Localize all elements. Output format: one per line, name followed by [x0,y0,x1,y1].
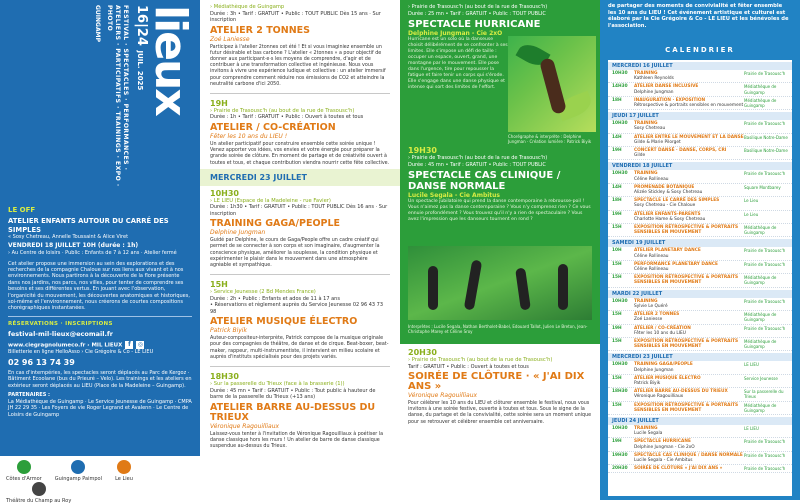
calendar-event-title: TRAINING [634,171,658,177]
calendar-row [608,197,792,210]
calendar-place: Sur la passerelle du Trieux [744,389,784,400]
calendar-place: Prairie de Trasousc'h [744,325,786,331]
calendar-event-title: ATELIER PLANETARY DANCE [634,248,701,254]
calendar-table [608,60,792,496]
ticket-info: Billetterie en ligne HelloAsso › Cie Grégoire & Co - LE LIEU [8,349,154,356]
calendar-day-heading: MARDI 22 JUILLET [608,290,792,298]
calendar-place: Le Lieu [744,211,759,217]
event-title: ATELIER 2 TONNES [210,24,310,36]
event-time: 19H [210,98,228,108]
event-author: Delphine Jungman [210,229,266,237]
festival-dates: 16|24 [134,5,149,46]
off-when: VENDREDI 18 JUILLET 10H (durée : 1h) [8,241,139,249]
event-description: Auteur-compositeur-interprète, Patrick compose de la musique originale pour des compagnies de théâtre, de danse et de cirque. Beat-boxer, beat-maker, rappeur, multi-instrumentiste, il intervient en milieu scolaire et auprès d'instituts spécialisés pour des projets variés. [210,336,389,360]
calendar-event-artist: Zoé Laniesse [634,317,663,323]
calendar-time: 18H [612,198,622,204]
calendar-time: 10H30 [612,425,628,431]
event-meta: Durée : 45 mn • Tarif : GRATUIT • Public : Tout public à hauteur de barre de la passerelle du Trieux (+13 ans) [210,387,376,401]
calendar-event-title: TRAINING [634,71,658,76]
calendar-event [634,135,744,145]
calendar-event [634,339,744,349]
contact-website[interactable]: www.ciegragnolumeco.fr › MIL LIEUX f ◎ [8,340,144,349]
calendar-event-artist: Lucile Segala [634,431,663,437]
calendar-time: 10H30 [612,298,628,304]
calendar-event-artist: Sosy Chetreau [634,126,666,132]
calendar-heading: CALENDRIER [665,46,735,54]
calendar-event-artist: Céline Rollineau [634,176,669,182]
calendar-place: Prairie de Trasousc'h [744,71,786,76]
calendar-time: 10H [612,248,622,254]
calendar-event-artist: Delphine Jungman - Cie 2xO [634,444,695,450]
calendar-place: Prairie de Trasousc'h [744,171,786,177]
event-place: › Sur la passerelle du Trieux (face à la brasserie (1)) [210,381,345,388]
calendar-event-title: ATELIER DANSE INCLUSIVE [634,84,699,90]
festival-city: GUINGAMP [94,5,101,42]
calendar-event [634,376,744,386]
calendar-event [634,275,744,285]
event-title: ATELIER / CO-CRÉATION [210,121,336,133]
off-title: ATELIER ENFANTS AUTOUR DU CARRÉ DES SIMPLES [8,217,169,234]
calendar-event-title: ATELIER BARRE AU-DESSUS DU TRIEUX [634,389,728,395]
calendar-place: Médiathèque de Guingamp [744,225,777,236]
calendar-event-title: ATELIER MUSIQUE ÉLECTRO [634,375,701,381]
calendar-row [608,247,792,260]
calendar-row [608,224,792,237]
hurricane-photo [508,36,596,132]
calendar-event-artist: Delphine Jungman [634,367,674,373]
calendar-event [634,439,744,449]
event-author: Patrick Biyik [210,327,247,335]
event-description: Participez à l'atelier 2tonnes cet été ! Et si vous imaginiez ensemble un futur désirable et bas carbone ? L'atelier « 2tonnes » a pour objectif de donner aux participant·e·s les moyens de comprendre, d'agir et de contribuer à une transformation collective et ingénieuse. Nous vous invitons à vivre une expérience ludique et collective : un atelier immersif pour comprendre comment réduire nos émissions de CO2 et atteindre la neutralité carbone d'ici 2050. [210,44,386,87]
calendar-time: 19H [612,325,622,331]
calendar-event-title: TRAINING GAGA/PEOPLE [634,362,693,368]
event-meta: Durée : 3h • Tarif : GRATUIT • Public : TOUT PUBLIC Dès 15 ans · Sur inscription [210,10,381,23]
calendar-row [608,425,792,438]
event-meta: Durée : 1h • Tarif : GRATUIT • Public : Ouvert à toutes et tous [210,114,364,121]
calendar-place: Médiathèque de Guingamp [744,338,777,350]
calendar-event-title: SPECTACLE HURRICANE [634,439,691,445]
contact-phone: 02 96 13 74 39 [8,357,75,367]
calendar-day-heading: MERCREDI 16 JUILLET [608,62,792,70]
calendar-event [634,121,744,131]
calendar-time: 15H [612,338,622,344]
partners-label: PARTENAIRES : [8,392,51,399]
calendar-place: Service Jeunesse [744,375,778,381]
event-description: Un atelier participatif pour construire ensemble cette soirée unique ! Venez apporter vos idées, vos envies et votre énergie pour préparer la grande soirée de clôture. En moment de partage et de créativité ouvert à toutes et tous, et chaque contribution viendra nourrir cette fête collective. [210,141,390,166]
event-title: TRAINING GAGA/PEOPLE [210,218,341,230]
calendar-time: 15H [612,275,622,281]
closing-event [400,344,600,500]
calendar-time: 10H30 [612,121,628,127]
calendar-time: 14H [612,184,622,190]
event-time: 15H [210,280,228,290]
calendar-place: Médiathèque de Guingamp [744,97,777,109]
calendar-place: Médiathèque de Guingamp [744,84,777,95]
calendar-event-title: ATELIER ENFANTS-PARENTS [634,211,701,217]
calendar-event [634,426,744,436]
calendar-event [634,453,744,463]
calendar-time: 10H30 [612,71,628,76]
calendar-row [608,338,792,351]
calendar-event-title: SOIRÉE DE CLÔTURE « J'AI DIX ANS » [634,466,723,472]
facebook-icon[interactable]: f [125,341,133,349]
calendar-event-title: EXPOSITION RÉTROSPECTIVE & PORTRAITS SENSIBLES EN MOUVEMENT [634,402,739,413]
calendar-place: Basilique Notre-Dame [744,148,788,154]
cas-clinique-caption: Interprètes : Lucile Segala, Nathan Bertholet-Babel, Edouard Tallot, Julien Le Breton, Jean-Christophe Marey et Céline Sroy [408,324,588,334]
calendar-time: 18H30 [612,389,628,395]
calendar-event-title: EXPOSITION RÉTROSPECTIVE & PORTRAITS SENSIBLES EN MOUVEMENT [634,338,739,350]
cover [0,0,200,200]
calendar-time: 15H [612,261,622,267]
calendar-place: Prairie de Trasousc'h [744,466,786,472]
calendar-event-title: PROMENADE BOTANIQUE [634,184,695,190]
event-meta: Durée : 1h30 • Tarif : GRATUIT • Public : TOUT PUBLIC Dès 16 ans · Sur inscription [210,204,388,217]
calendar-place: Prairie de Trasousc'h [744,248,786,254]
calendar-event [634,326,744,336]
logo-theatre: Théâtre du Champ au Roy [6,482,71,504]
calendar-event-title: ATELIER ENTRE LE MOUVEMENT ET LA DANSE [634,134,744,140]
event-description: Hurricane est un solo où la danseuse choisit délibérément de se confronter à ses limites. Elle s'impose un défi de taille : occuper un espace, ouvert, grand, une montagne par le mouvement. Elle pose dans l'urgence, tire pour repousser la fatigue et faire tenir un corps qui s'érode. Elle s'engage dans une danse physique et intense qui sort des limites de l'effort. [408,37,508,90]
calendar-event-title: SPECTACLE LE CARRÉ DES SIMPLES [634,198,720,204]
calendar-row [608,361,792,374]
calendar-time: 19H [612,148,622,154]
calendar-event [634,362,744,372]
calendar-row [608,97,792,110]
calendar-event-artist: Alizée Stickley & Sosy Chetreau [634,190,703,196]
instagram-icon[interactable]: ◎ [137,340,144,348]
calendar-place: Médiathèque de Guingamp [744,402,777,413]
reservations-label: RÉSERVATIONS · INSCRIPTIONS [8,320,113,327]
logo-le-lieu: Le Lieu [115,460,133,482]
calendar-event-title: TRAINING [634,298,658,304]
calendar-time: 15H [612,402,622,408]
calendar-event-artist: Delphine Jungman [634,89,674,95]
calendar-place: Prairie de Trasousc'h [744,261,786,267]
event-author: Delphine Jungman - Cie 2xO [408,30,503,37]
calendar-row [608,452,792,465]
calendar-row [608,402,792,415]
cover-panel [0,0,200,504]
calendar-time: 15H [612,375,622,381]
program-panel-2 [200,0,400,500]
calendar-event [634,148,744,158]
calendar-event-artist: Fêter les 10 ans du LIEU [634,330,686,336]
cas-clinique-photo [408,246,592,320]
calendar-event-title: EXPOSITION RÉTROSPECTIVE & PORTRAITS SENSIBLES EN MOUVEMENT [634,225,739,236]
calendar-day-heading: VENDREDI 18 JUILLET [608,162,792,170]
calendar-event-title: ATELIER 2 TONNES [634,312,680,318]
off-who: « Sosy Chetreau, Annelle Toussaint & Alice Viret [8,234,129,240]
calendar-panel [600,0,800,500]
calendar-event [634,185,744,195]
calendar-event-artist: Gilde [634,153,646,159]
contact-email[interactable]: festival-mil-lieux@ecomail.fr [8,329,113,338]
calendar-event [634,212,744,222]
calendar-event-artist: Lucile Segala - Cie Ambitus [634,457,693,463]
calendar-event-title: EXPOSITION RÉTROSPECTIVE & PORTRAITS SENSIBLES EN MOUVEMENT [634,275,739,286]
calendar-row [608,134,792,147]
event-booking: • Réservations et règlement auprès du Service Jeunesse 02 96 43 73 98 [210,302,384,315]
calendar-place: Prairie de Trasousc'h [744,298,786,304]
calendar-time: 14H30 [612,84,628,90]
calendar-place: Square Montbarey [744,184,781,190]
calendar-row [608,274,792,287]
calendar-time: 18H [612,97,622,103]
calendar-time: 14H [612,134,622,140]
calendar-event [634,71,744,81]
event-author: Véronique Ragouilliaux [210,422,280,430]
calendar-event-title: ATELIER / CO-CRÉATION [634,325,691,331]
event-title: ATELIER BARRE AU-DESSUS DU TRIEUX [210,401,376,423]
date-heading: MERCREDI 23 JUILLET [200,169,400,186]
event-author: Fêter les 10 ans du LIEU ! [210,132,288,140]
calendar-row [608,184,792,197]
event-meta: Durée : 25 mn • Tarif : GRATUIT • Public : TOUT PUBLIC [408,10,546,17]
off-body: Cet atelier propose une immersion au sein des explorations et des recherches de la compagnie Chaloue sur nos liens aux vivant et à nos environnements. Nous partirons à la découverte de la flore présente dans nos jardins, nos parcs, nos villes, pour tenter de comprendre ses besoins et ses différentes vertus. En jouant avec l'observation, l'organicité du mouvement, les découvertes anatomiques et historiques, soi-même et l'environnement, nous créerons de courtes compositions chorégraphiques instantanées. [8,260,190,312]
calendar-place: Prairie de Trasousc'h [744,439,786,445]
logo-guingamp: Guingamp Paimpol [55,460,102,482]
calendar-row [608,438,792,451]
calendar-event [634,98,744,108]
event-place: › Prairie de Trasousc'h (au bout de la rue de Trasousc'h) [408,357,553,363]
event-description: Pour célébrer les 10 ans du LIEU et clôturer ensemble le festival, nous vous invitons à une soirée festive, ouverte à toutes et tous. Sous le signe de la danse, du partage et de la convivialité, cette soirée sera un moment unique pour se retrouver et célébrer ensemble cet anniversaire. [408,401,592,425]
calendar-row [608,298,792,311]
calendar-row [608,70,792,83]
calendar-event-artist: Rétrospective & portraits sensibles en mouvement [634,103,744,109]
event-meta: Durée : 2h • Public : Enfants et ados de 11 à 17 ans [210,295,340,302]
event-title: SPECTACLE HURRICANE [408,19,541,30]
calendar-event-title: INAUGURATION · EXPOSITION [634,97,706,103]
calendar-event-artist: Sylvie Le Quéré [634,303,668,309]
event-time: 19H30 [408,146,437,155]
off-section [0,200,200,504]
event-time: 18H30 [210,372,239,382]
festival-logo: lieux [145,5,196,115]
calendar-day-heading: MERCREDI 23 JUILLET [608,353,792,361]
weather-note: En cas d'intempéries, les spectacles seront déplacés au Parc de Kergoz · Bâtiment Ecoolane (bus du Prieuré – Velo). Les trainings et les ateliers en extérieur seront déplacés au LIEU (Place de la Madeleine – Guingamp). [8,369,192,389]
calendar-event [634,389,744,399]
off-where: › Au Centre de loisirs · Public : Enfants de 7 à 12 ans · Atelier fermé [8,250,177,256]
calendar-day-heading: JEUDI 24 JUILLET [608,417,792,425]
calendar-place: LE LIEU [744,362,759,368]
event-place: › Prairie de Trasousc'h (au bout de la rue de Trasousc'h) [210,107,355,114]
calendar-event-artist: Kathleen Reynolds [634,76,674,82]
event-author: Zoé Laniesse [210,35,250,43]
calendar-row [608,261,792,274]
program-panel-3 [400,0,600,500]
off-tag: LE OFF [8,206,36,214]
festival-subtitle: FESTIVAL · SPECTACLES · PERFORMANCES · ATELIERS · PARTICIPATIFS · TRAININGS · EXPO · PHOTO [106,5,129,187]
event-description: Un spectacle jubilatoire qui prend la danse contemporaine à rebrousse-poil ! Vous n'aimez pas la danse contemporaine ? Vous n'y comprenez rien ? Ce vous ennuie profondément ? Vous trouvez qu'il n'y a rien de spectaculaire ? Vous avez l'impression que les danseurs tournent en rond ? [408,199,591,222]
calendar-place: Médiathèque de Guingamp [744,312,777,323]
calendar-event [634,198,744,208]
event-time: 20H30 [408,348,437,357]
calendar-time: 19H [612,211,622,217]
event-meta: Tarif : GRATUIT • Public : Ouvert à toutes et tous [408,363,529,370]
sponsor-logos [0,456,200,504]
calendar-event-artist: Céline Rollineau [634,267,669,273]
festival-month: JUIL. 2025 [136,50,144,91]
calendar-row [608,83,792,96]
calendar-place: Prairie de Trasousc'h [744,121,786,127]
event-place: › Prairie de Trasousc'h (au bout de la rue de Trasousc'h) [408,155,548,161]
calendar-row [608,211,792,224]
calendar-time: 10H30 [612,362,628,368]
event-place: › Prairie de Trasousc'h (au bout de la rue de Trasousc'h) [408,4,548,10]
calendar-event-artist: Véronique Ragouilliaux [634,394,684,400]
event-meta: Durée : 45 mn • Tarif : GRATUIT • Public : TOUT PUBLIC [408,161,546,168]
calendar-day-heading: SAMEDI 19 JUILLET [608,239,792,247]
event-place: › Service Jeunesse (2 Bd Mendes France) [210,289,316,296]
calendar-event-artist: Sosy Chetreau - Cie Chaloue [634,203,696,209]
calendar-event [634,262,744,272]
calendar-event-title: SPECTACLE CAS CLINIQUE / DANSE NORMALE [634,452,743,458]
event-place: › Médiathèque de Guingamp [210,4,285,10]
calendar-event-title: PERFORMANCE PLANETARY DANCE [634,261,718,267]
calendar-day-heading: JEUDI 17 JUILLET [608,112,792,120]
calendar-time: 19H30 [612,452,628,458]
calendar-event-artist: Céline Rollineau [634,253,669,259]
calendar-event [634,403,744,413]
partners-list: La Médiathèque de Guingamp · Le Service Jeunesse de Guingamp · CMPA JH 22 29 35 · Les Foyers de vie Roger Legrand et Avalenn · Le Centre de Loisirs de Guingamp [8,398,192,418]
calendar-row [608,120,792,133]
event-author: Véronique Ragouilliaux [408,392,478,399]
calendar-event [634,171,744,181]
calendar-row [608,170,792,183]
event-title: ATELIER MUSIQUE ÉLECTRO [210,316,358,328]
calendar-intro: de partager des moments de convivialité et fêter ensemble les 10 ans du LIEU ! Cet événement artistique et culturel est élaboré par la Cie Grégoire & Co - LE LIEU et les bénévoles de l'association. [608,3,789,29]
calendar-event [634,248,744,258]
calendar-row [608,147,792,160]
calendar-event-artist: Gilde & Marie Pilorget [634,139,681,145]
event-place: › LE LIEU (Espace de la Madeleine - rue Favier) [210,197,331,204]
calendar-time: 19H [612,439,622,445]
calendar-row [608,311,792,324]
calendar-place: Prairie de Trasousc'h [744,452,786,458]
calendar-place: Basilique Notre-Dame [744,134,788,140]
calendar-event-title: CONCERT DANSÉ · DANSE, CORPS, CRI [634,148,727,154]
calendar-place: Médiathèque de Guingamp [744,275,777,286]
calendar-place: LE LIEU [744,425,759,431]
hurricane-caption: Chorégraphe & interprète : Delphine Jungman · Création lumière : Patrick Biyik [508,134,592,144]
event-description: Laissez-vous tenter à l'invitation de Véronique Ragouilliaux à poétiser la danse classique hors les murs ! Un atelier de barre de danse classique suspendue au-dessus du Trieux. [210,431,384,449]
calendar-event [634,225,744,235]
event-author: Lucile Segala - Cie Ambitus [408,192,501,199]
calendar-event [634,84,744,94]
calendar-time: 20H30 [612,466,628,472]
calendar-event [634,299,744,309]
calendar-time: 15H [612,312,622,318]
event-description: Guidé par Delphine, le cours de Gaga/People offre un cadre créatif qui permet de se connecter à son corps et son imaginaire, d'augmenter la conscience physique, améliorer la souplesse, la condition physique et expérimenter le plaisir dans le mouvement dans une atmosphère agréable et sympathique. [210,238,380,269]
event-title: SOIRÉE DE CLÔTURE · « J'AI DIX ANS » [408,371,585,392]
calendar-time: 10H30 [612,171,628,177]
calendar-place: Le Lieu [744,198,759,204]
calendar-event-artist: Charlotte Hame & Sosy Chetreau [634,216,706,222]
logo-cotes-armor: Côtes d'Armor [6,460,42,482]
event-title: SPECTACLE CAS CLINIQUE / DANSE NORMALE [408,170,561,192]
calendar-event [634,312,744,322]
calendar-event-title: TRAINING [634,121,658,127]
calendar-event-artist: Patrick Biyik [634,380,661,386]
calendar-event-title: TRAINING [634,425,658,431]
calendar-row [608,388,792,401]
event-time: 10H30 [210,188,239,198]
calendar-time: 15H [612,225,622,231]
calendar-row [608,465,792,473]
calendar-event [634,466,744,471]
calendar-row [608,375,792,388]
calendar-row [608,325,792,338]
